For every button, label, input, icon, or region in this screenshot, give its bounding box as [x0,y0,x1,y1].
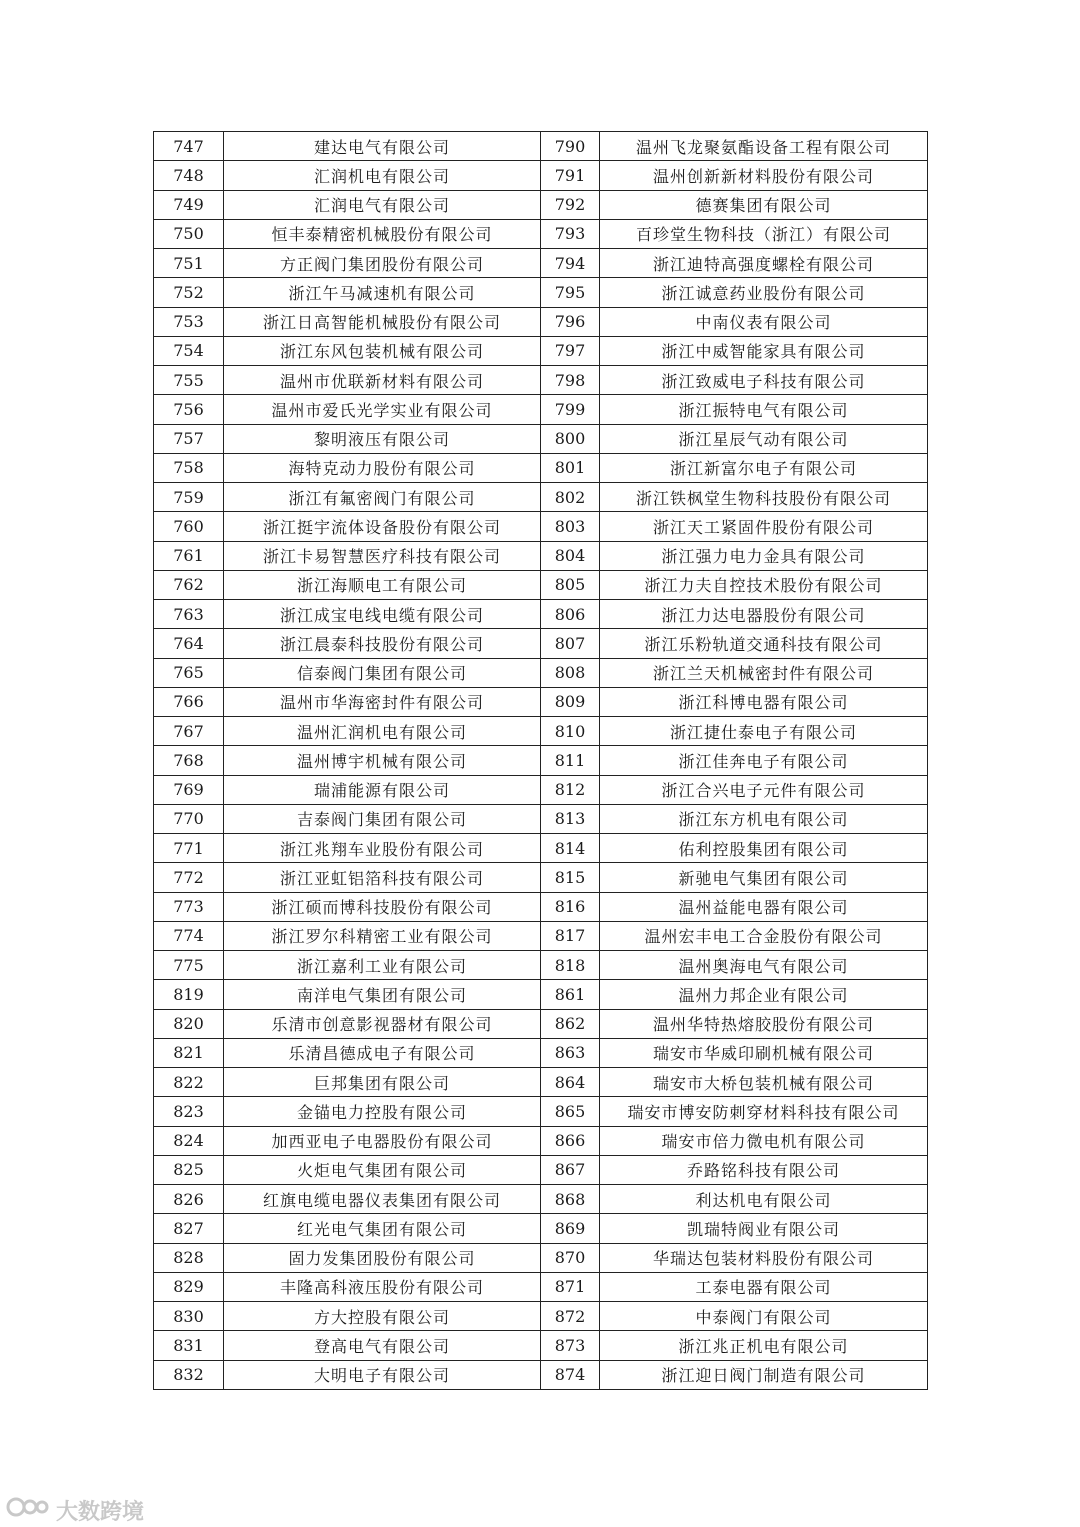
table-row [154,219,928,248]
row-number-left: 819 [154,980,224,1009]
company-name-left: 浙江午马减速机有限公司 [224,278,541,307]
row-number-right: 813 [541,804,600,833]
table-row [154,746,928,775]
company-name-left: 吉泰阀门集团有限公司 [224,804,541,833]
table-row [154,278,928,307]
company-name-right: 浙江合兴电子元件有限公司 [600,775,928,804]
company-name-left: 汇润机电有限公司 [224,161,541,190]
row-number-left: 774 [154,921,224,950]
company-name-right: 浙江迪特高强度螺栓有限公司 [600,249,928,278]
company-name-left: 温州市华海密封件有限公司 [224,687,541,716]
row-number-right: 873 [541,1331,600,1360]
company-name-right: 温州宏丰电工合金股份有限公司 [600,921,928,950]
table-row [154,951,928,980]
row-number-left: 770 [154,804,224,833]
row-number-left: 820 [154,1009,224,1038]
row-number-left: 760 [154,512,224,541]
table-row [154,1302,928,1331]
row-number-right: 805 [541,570,600,599]
table-row [154,1243,928,1272]
table-row [154,1097,928,1126]
company-name-right: 凯瑞特阀业有限公司 [600,1214,928,1243]
company-name-right: 浙江诚意药业股份有限公司 [600,278,928,307]
company-name-right: 新驰电气集团有限公司 [600,863,928,892]
row-number-right: 817 [541,921,600,950]
row-number-left: 756 [154,395,224,424]
row-number-right: 872 [541,1302,600,1331]
company-name-left: 浙江卡易智慧医疗科技有限公司 [224,541,541,570]
row-number-left: 771 [154,834,224,863]
table-row [154,1038,928,1067]
company-name-left: 温州汇润机电有限公司 [224,717,541,746]
company-name-right: 浙江捷仕泰电子有限公司 [600,717,928,746]
row-number-right: 808 [541,658,600,687]
table-row [154,804,928,833]
company-name-left: 浙江嘉利工业有限公司 [224,951,541,980]
table-row [154,834,928,863]
row-number-left: 825 [154,1155,224,1184]
company-name-left: 浙江晨泰科技股份有限公司 [224,629,541,658]
company-name-left: 浙江硕而博科技股份有限公司 [224,892,541,921]
row-number-right: 812 [541,775,600,804]
company-name-left: 汇润电气有限公司 [224,190,541,219]
company-name-left: 浙江东风包装机械有限公司 [224,336,541,365]
watermark-logo-icon [6,1494,50,1526]
company-name-left: 浙江海顺电工有限公司 [224,570,541,599]
row-number-right: 802 [541,483,600,512]
row-number-left: 759 [154,483,224,512]
company-name-right: 浙江致威电子科技有限公司 [600,366,928,395]
row-number-left: 827 [154,1214,224,1243]
row-number-right: 871 [541,1272,600,1301]
row-number-right: 797 [541,336,600,365]
row-number-right: 806 [541,600,600,629]
row-number-right: 801 [541,453,600,482]
row-number-right: 793 [541,219,600,248]
row-number-left: 762 [154,570,224,599]
company-name-right: 中南仪表有限公司 [600,307,928,336]
row-number-left: 748 [154,161,224,190]
company-name-right: 浙江星辰气动有限公司 [600,424,928,453]
row-number-right: 804 [541,541,600,570]
row-number-right: 798 [541,366,600,395]
row-number-left: 823 [154,1097,224,1126]
table-row [154,1009,928,1038]
table-row [154,161,928,190]
company-name-left: 金锚电力控股有限公司 [224,1097,541,1126]
row-number-left: 751 [154,249,224,278]
row-number-right: 794 [541,249,600,278]
table-row [154,483,928,512]
row-number-right: 795 [541,278,600,307]
company-name-right: 中泰阀门有限公司 [600,1302,928,1331]
company-name-left: 固力发集团股份有限公司 [224,1243,541,1272]
row-number-left: 767 [154,717,224,746]
row-number-right: 863 [541,1038,600,1067]
company-name-right: 浙江佳奔电子有限公司 [600,746,928,775]
row-number-right: 869 [541,1214,600,1243]
table-row [154,366,928,395]
table-row [154,336,928,365]
company-name-left: 建达电气有限公司 [224,132,541,161]
row-number-left: 757 [154,424,224,453]
watermark-text: 大数跨境 [56,1499,145,1525]
table-row [154,1185,928,1214]
table-row [154,687,928,716]
row-number-right: 796 [541,307,600,336]
company-name-right: 浙江科博电器有限公司 [600,687,928,716]
table-row [154,570,928,599]
table-row [154,1272,928,1301]
row-number-right: 803 [541,512,600,541]
row-number-right: 870 [541,1243,600,1272]
company-name-left: 浙江亚虹铝箔科技有限公司 [224,863,541,892]
row-number-left: 821 [154,1038,224,1067]
row-number-left: 754 [154,336,224,365]
row-number-right: 814 [541,834,600,863]
company-name-right: 乔路铭科技有限公司 [600,1155,928,1184]
table-row [154,1068,928,1097]
table-row [154,921,928,950]
company-name-right: 温州飞龙聚氨酯设备工程有限公司 [600,132,928,161]
table-row [154,307,928,336]
row-number-right: 868 [541,1185,600,1214]
company-name-left: 温州博宇机械有限公司 [224,746,541,775]
table-row [154,1331,928,1360]
table-row [154,132,928,161]
company-name-right: 浙江力夫自控技术股份有限公司 [600,570,928,599]
company-name-right: 利达机电有限公司 [600,1185,928,1214]
row-number-right: 874 [541,1360,600,1389]
table-row [154,541,928,570]
company-name-left: 红旗电缆电器仪表集团有限公司 [224,1185,541,1214]
table-row [154,658,928,687]
company-name-left: 浙江日高智能机械股份有限公司 [224,307,541,336]
row-number-left: 758 [154,453,224,482]
table-row [154,512,928,541]
company-name-right: 浙江振特电气有限公司 [600,395,928,424]
table-row [154,1360,928,1389]
row-number-right: 810 [541,717,600,746]
row-number-right: 867 [541,1155,600,1184]
company-name-right: 温州力邦企业有限公司 [600,980,928,1009]
row-number-right: 809 [541,687,600,716]
company-name-left: 方大控股有限公司 [224,1302,541,1331]
company-name-left: 红光电气集团有限公司 [224,1214,541,1243]
row-number-right: 861 [541,980,600,1009]
row-number-left: 753 [154,307,224,336]
company-name-left: 巨邦集团有限公司 [224,1068,541,1097]
row-number-left: 765 [154,658,224,687]
row-number-left: 755 [154,366,224,395]
company-name-left: 南洋电气集团有限公司 [224,980,541,1009]
row-number-right: 815 [541,863,600,892]
table-row [154,980,928,1009]
company-name-right: 工泰电器有限公司 [600,1272,928,1301]
table-row [154,600,928,629]
row-number-left: 828 [154,1243,224,1272]
company-name-right: 浙江迎日阀门制造有限公司 [600,1360,928,1389]
row-number-left: 772 [154,863,224,892]
table-row [154,453,928,482]
company-name-right: 浙江东方机电有限公司 [600,804,928,833]
row-number-right: 865 [541,1097,600,1126]
company-name-left: 温州市优联新材料有限公司 [224,366,541,395]
company-name-right: 德赛集团有限公司 [600,190,928,219]
company-name-left: 恒丰泰精密机械股份有限公司 [224,219,541,248]
row-number-right: 790 [541,132,600,161]
row-number-left: 763 [154,600,224,629]
row-number-left: 768 [154,746,224,775]
table-row [154,863,928,892]
table-row [154,1155,928,1184]
row-number-right: 818 [541,951,600,980]
company-name-right: 浙江中威智能家具有限公司 [600,336,928,365]
row-number-left: 769 [154,775,224,804]
company-name-left: 大明电子有限公司 [224,1360,541,1389]
row-number-right: 811 [541,746,600,775]
company-name-right: 温州华特热熔胶股份有限公司 [600,1009,928,1038]
company-name-left: 方正阀门集团股份有限公司 [224,249,541,278]
company-name-right: 浙江兰天机械密封件有限公司 [600,658,928,687]
row-number-right: 800 [541,424,600,453]
row-number-right: 791 [541,161,600,190]
row-number-left: 831 [154,1331,224,1360]
company-name-right: 浙江兆正机电有限公司 [600,1331,928,1360]
row-number-right: 866 [541,1126,600,1155]
row-number-left: 761 [154,541,224,570]
company-name-right: 佑利控股集团有限公司 [600,834,928,863]
table-row [154,1214,928,1243]
company-name-right: 温州益能电器有限公司 [600,892,928,921]
company-list-table [153,131,928,1390]
table-row [154,717,928,746]
row-number-left: 830 [154,1302,224,1331]
company-list-body [154,132,928,1390]
company-name-left: 黎明液压有限公司 [224,424,541,453]
row-number-right: 792 [541,190,600,219]
company-name-left: 信泰阀门集团有限公司 [224,658,541,687]
company-name-left: 浙江成宝电线电缆有限公司 [224,600,541,629]
row-number-right: 799 [541,395,600,424]
company-name-left: 丰隆高科液压股份有限公司 [224,1272,541,1301]
row-number-left: 822 [154,1068,224,1097]
table-row [154,190,928,219]
table-row [154,395,928,424]
company-name-right: 瑞安市倍力微电机有限公司 [600,1126,928,1155]
company-name-right: 华瑞达包装材料股份有限公司 [600,1243,928,1272]
row-number-left: 764 [154,629,224,658]
company-name-left: 火炬电气集团有限公司 [224,1155,541,1184]
row-number-left: 749 [154,190,224,219]
company-name-right: 浙江天工紧固件股份有限公司 [600,512,928,541]
company-name-right: 瑞安市大桥包装机械有限公司 [600,1068,928,1097]
row-number-left: 826 [154,1185,224,1214]
company-name-right: 温州创新新材料股份有限公司 [600,161,928,190]
company-name-right: 百珍堂生物科技（浙江）有限公司 [600,219,928,248]
row-number-right: 807 [541,629,600,658]
company-name-left: 瑞浦能源有限公司 [224,775,541,804]
table-row [154,629,928,658]
watermark [6,1494,144,1526]
row-number-left: 824 [154,1126,224,1155]
row-number-left: 747 [154,132,224,161]
company-name-right: 浙江强力电力金具有限公司 [600,541,928,570]
company-name-left: 浙江挺宇流体设备股份有限公司 [224,512,541,541]
row-number-left: 775 [154,951,224,980]
company-name-left: 浙江罗尔科精密工业有限公司 [224,921,541,950]
company-name-right: 浙江力达电器股份有限公司 [600,600,928,629]
company-name-right: 浙江乐粉轨道交通科技有限公司 [600,629,928,658]
table-row [154,775,928,804]
company-name-left: 乐清市创意影视器材有限公司 [224,1009,541,1038]
table-row [154,1126,928,1155]
company-name-right: 浙江铁枫堂生物科技股份有限公司 [600,483,928,512]
row-number-left: 829 [154,1272,224,1301]
company-name-left: 浙江有氟密阀门有限公司 [224,483,541,512]
row-number-left: 766 [154,687,224,716]
company-name-left: 浙江兆翔车业股份有限公司 [224,834,541,863]
company-name-left: 温州市爱氏光学实业有限公司 [224,395,541,424]
table-row [154,892,928,921]
row-number-left: 832 [154,1360,224,1389]
table-row [154,249,928,278]
company-name-left: 加西亚电子电器股份有限公司 [224,1126,541,1155]
row-number-right: 864 [541,1068,600,1097]
company-name-right: 温州奥海电气有限公司 [600,951,928,980]
row-number-left: 752 [154,278,224,307]
row-number-right: 862 [541,1009,600,1038]
row-number-right: 816 [541,892,600,921]
row-number-left: 773 [154,892,224,921]
company-name-right: 瑞安市华威印刷机械有限公司 [600,1038,928,1067]
company-name-right: 瑞安市博安防刺穿材料科技有限公司 [600,1097,928,1126]
company-name-left: 乐清昌德成电子有限公司 [224,1038,541,1067]
table-row [154,424,928,453]
company-name-left: 海特克动力股份有限公司 [224,453,541,482]
company-name-left: 登高电气有限公司 [224,1331,541,1360]
row-number-left: 750 [154,219,224,248]
company-name-right: 浙江新富尔电子有限公司 [600,453,928,482]
